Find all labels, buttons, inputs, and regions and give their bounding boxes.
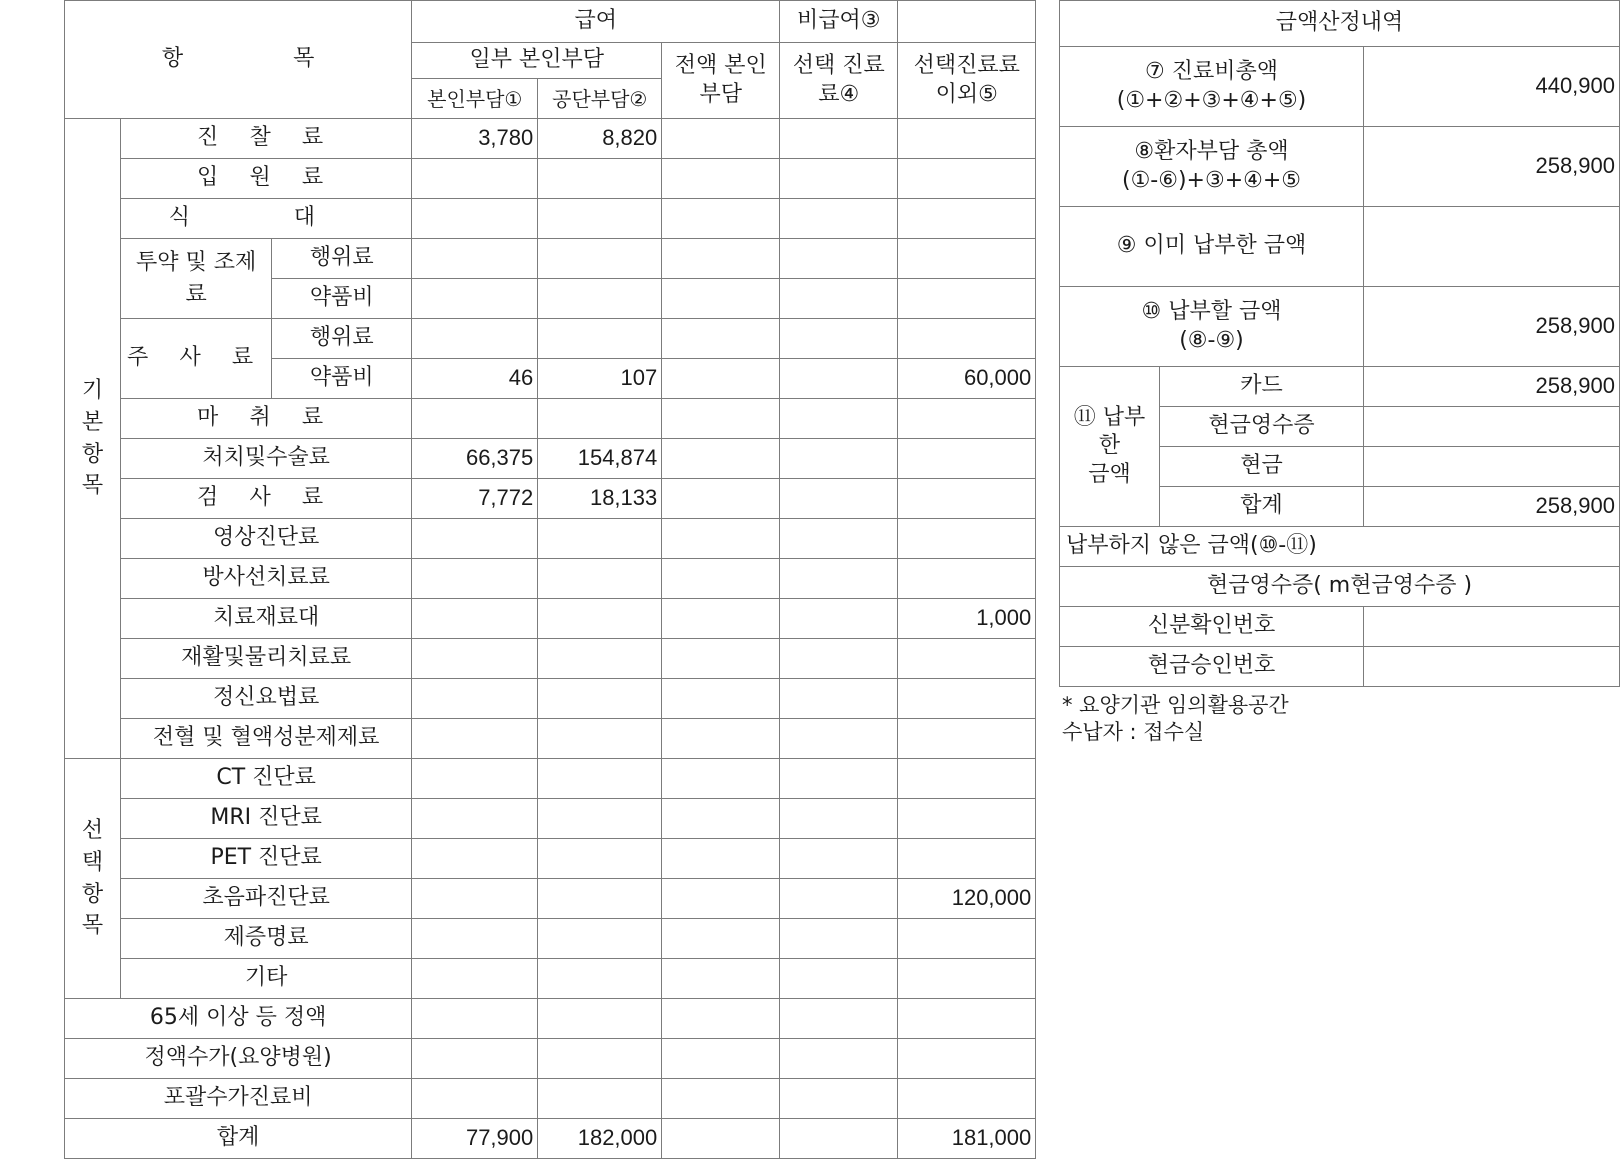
row-label: 포괄수가진료비 [65, 1079, 412, 1119]
note-line-2: 수납자 : 접수실 [1062, 720, 1205, 745]
total-other: 181,000 [898, 1119, 1036, 1159]
cell-public-pay: 107 [538, 359, 662, 399]
row-label: 전혈 및 혈액성분제제료 [121, 719, 412, 759]
cell-full [662, 839, 780, 879]
total-charge-label [1060, 47, 1364, 127]
item-header [65, 1, 412, 119]
total-public-pay: 182,000 [538, 1119, 662, 1159]
cash-label: 현금 [1160, 447, 1364, 487]
cell-full [662, 719, 780, 759]
cell-full [662, 119, 780, 159]
group-selective [65, 759, 121, 999]
cell-selective [780, 439, 898, 479]
cell-self-pay [412, 759, 538, 799]
row-label: CT 진단료 [121, 759, 412, 799]
cell-other [898, 1079, 1036, 1119]
blank-header [898, 1, 1036, 43]
total-full [662, 1119, 780, 1159]
cell-public-pay [538, 279, 662, 319]
amount-due-label-1: ⑩ 납부할 금액 [1141, 298, 1282, 324]
group-basic [65, 119, 121, 759]
cell-other [898, 519, 1036, 559]
cell-self-pay [412, 279, 538, 319]
cell-selective [780, 359, 898, 399]
cell-other [898, 919, 1036, 959]
cell-full [662, 479, 780, 519]
cell-public-pay [538, 1039, 662, 1079]
cell-full [662, 559, 780, 599]
cell-selective [780, 1039, 898, 1079]
total-selective [780, 1119, 898, 1159]
non-benefit-header: 비급여③ [780, 1, 898, 43]
already-paid-label: ⑨ 이미 납부한 금액 [1060, 207, 1364, 287]
cell-self-pay [412, 959, 538, 999]
item-header-right: 목 [293, 46, 315, 72]
paid-sum-value: 258,900 [1364, 487, 1620, 527]
cell-selective [780, 519, 898, 559]
cell-self-pay: 7,772 [412, 479, 538, 519]
notes-area [1062, 692, 1602, 747]
cell-public-pay [538, 879, 662, 919]
cell-self-pay [412, 719, 538, 759]
cell-other: 1,000 [898, 599, 1036, 639]
cell-selective [780, 399, 898, 439]
row-label: 입 원 료 [121, 159, 412, 199]
cell-selective [780, 1079, 898, 1119]
row-group-label: 투약 및 조제료 [121, 239, 272, 319]
paid-amount-group-line-2: 한 [1098, 433, 1121, 459]
cell-selective [780, 159, 898, 199]
cell-selective [780, 639, 898, 679]
row-label: MRI 진단료 [121, 799, 412, 839]
cell-public-pay [538, 239, 662, 279]
amount-due-label [1060, 287, 1364, 367]
cell-other [898, 959, 1036, 999]
cell-self-pay [412, 519, 538, 559]
note-line-1: * 요양기관 임의활용공간 [1062, 693, 1289, 717]
cell-self-pay [412, 999, 538, 1039]
cell-public-pay [538, 1079, 662, 1119]
public-pay-header: 공단부담② [538, 79, 662, 119]
cell-self-pay [412, 799, 538, 839]
cell-public-pay [538, 159, 662, 199]
cell-selective [780, 879, 898, 919]
cash-receipt-header: 현금영수증( m현금영수증 ) [1060, 567, 1620, 607]
total-self-pay: 77,900 [412, 1119, 538, 1159]
cell-public-pay [538, 759, 662, 799]
row-label: 정신요법료 [121, 679, 412, 719]
cell-self-pay [412, 319, 538, 359]
unpaid-amount-label: 납부하지 않은 금액(⑩-⑪) [1060, 527, 1620, 567]
cell-self-pay [412, 159, 538, 199]
cell-public-pay [538, 839, 662, 879]
cell-full [662, 759, 780, 799]
cell-self-pay: 3,780 [412, 119, 538, 159]
cell-selective [780, 919, 898, 959]
other-header: 선택진료료 이외⑤ [898, 43, 1036, 119]
cell-selective [780, 799, 898, 839]
self-pay-header: 본인부담① [412, 79, 538, 119]
patient-charge-label-1: ⑧환자부담 총액 [1134, 138, 1289, 164]
cell-other [898, 199, 1036, 239]
cell-public-pay: 8,820 [538, 119, 662, 159]
cell-other [898, 559, 1036, 599]
cell-other [898, 1039, 1036, 1079]
cell-self-pay: 66,375 [412, 439, 538, 479]
row-label: 진 찰 료 [121, 119, 412, 159]
row-label: 영상진단료 [121, 519, 412, 559]
cell-public-pay: 154,874 [538, 439, 662, 479]
paid-amount-group [1060, 367, 1160, 527]
cell-other [898, 679, 1036, 719]
cell-full [662, 519, 780, 559]
row-label: 초음파진단료 [121, 879, 412, 919]
cell-other [898, 119, 1036, 159]
paid-amount-group-line-1: ⑪ 납부 [1073, 404, 1146, 430]
cell-full [662, 919, 780, 959]
cell-self-pay [412, 639, 538, 679]
cell-selective [780, 759, 898, 799]
cell-public-pay [538, 559, 662, 599]
row-label: 제증명료 [121, 919, 412, 959]
cell-selective [780, 479, 898, 519]
patient-charge-label [1060, 127, 1364, 207]
row-label: 65세 이상 등 정액 [65, 999, 412, 1039]
cell-self-pay [412, 919, 538, 959]
cell-public-pay [538, 599, 662, 639]
cell-other: 120,000 [898, 879, 1036, 919]
row-label: 식 대 [121, 199, 412, 239]
cell-selective [780, 559, 898, 599]
cell-full [662, 599, 780, 639]
paid-sum-label: 합계 [1160, 487, 1364, 527]
cell-full [662, 1039, 780, 1079]
fee-breakdown-table [64, 0, 1036, 1159]
row-label: 기타 [121, 959, 412, 999]
cell-other [898, 479, 1036, 519]
cell-selective [780, 279, 898, 319]
row-label: 행위료 [272, 319, 412, 359]
cell-self-pay [412, 199, 538, 239]
cell-public-pay [538, 719, 662, 759]
cash-receipt-value [1364, 407, 1620, 447]
selective-header: 선택 진료료④ [780, 43, 898, 119]
item-header-left: 항 [161, 46, 184, 72]
cell-self-pay [412, 679, 538, 719]
cell-other [898, 439, 1036, 479]
patient-charge-label-2: (①-⑥)+③+④+⑤ [1121, 167, 1302, 193]
cell-public-pay [538, 799, 662, 839]
card-label: 카드 [1160, 367, 1364, 407]
row-group-label: 주 사 료 [121, 319, 272, 399]
cell-full [662, 999, 780, 1039]
full-header: 전액 본인부담 [662, 43, 780, 119]
cell-self-pay [412, 599, 538, 639]
paid-amount-group-line-3: 금액 [1088, 461, 1131, 487]
cell-self-pay [412, 1039, 538, 1079]
cell-other [898, 759, 1036, 799]
row-label: 방사선치료료 [121, 559, 412, 599]
cell-full [662, 639, 780, 679]
cell-selective [780, 319, 898, 359]
cell-selective [780, 599, 898, 639]
cell-selective [780, 119, 898, 159]
cell-self-pay [412, 839, 538, 879]
amount-calculation-table [1059, 0, 1620, 687]
cell-selective [780, 839, 898, 879]
cell-self-pay: 46 [412, 359, 538, 399]
cell-other [898, 799, 1036, 839]
partial-header: 일부 본인부담 [412, 43, 662, 79]
cell-other: 60,000 [898, 359, 1036, 399]
cell-other [898, 319, 1036, 359]
cell-selective [780, 719, 898, 759]
cell-full [662, 359, 780, 399]
cell-full [662, 159, 780, 199]
cell-other [898, 239, 1036, 279]
id-number-value [1364, 607, 1620, 647]
cell-public-pay [538, 639, 662, 679]
total-charge-label-1: ⑦ 진료비총액 [1145, 58, 1278, 84]
cell-full [662, 239, 780, 279]
cell-full [662, 319, 780, 359]
row-label: 약품비 [272, 279, 412, 319]
cell-other [898, 999, 1036, 1039]
cell-self-pay [412, 239, 538, 279]
id-number-label: 신분확인번호 [1060, 607, 1364, 647]
cell-public-pay [538, 959, 662, 999]
cell-full [662, 879, 780, 919]
cell-public-pay: 18,133 [538, 479, 662, 519]
cell-public-pay [538, 399, 662, 439]
cell-self-pay [412, 559, 538, 599]
cell-selective [780, 679, 898, 719]
row-label: 정액수가(요양병원) [65, 1039, 412, 1079]
cell-other [898, 639, 1036, 679]
cell-other [898, 159, 1036, 199]
cell-other [898, 399, 1036, 439]
cell-public-pay [538, 999, 662, 1039]
cell-other [898, 279, 1036, 319]
cell-full [662, 679, 780, 719]
cell-self-pay [412, 399, 538, 439]
cell-full [662, 1079, 780, 1119]
cell-selective [780, 959, 898, 999]
cell-selective [780, 239, 898, 279]
row-label: PET 진단료 [121, 839, 412, 879]
cell-public-pay [538, 519, 662, 559]
group-selective-label: 선택항목 [81, 817, 104, 939]
cell-full [662, 799, 780, 839]
benefit-header: 급여 [412, 1, 780, 43]
row-label: 처치및수술료 [121, 439, 412, 479]
row-label: 재활및물리치료료 [121, 639, 412, 679]
total-row-label: 합계 [65, 1119, 412, 1159]
cell-other [898, 839, 1036, 879]
cell-self-pay [412, 1079, 538, 1119]
total-charge-value: 440,900 [1364, 47, 1620, 127]
cell-public-pay [538, 919, 662, 959]
already-paid-value [1364, 207, 1620, 287]
calc-header: 금액산정내역 [1060, 1, 1620, 47]
approval-number-label: 현금승인번호 [1060, 647, 1364, 687]
row-label: 치료재료대 [121, 599, 412, 639]
cell-public-pay [538, 679, 662, 719]
row-label: 약품비 [272, 359, 412, 399]
row-label: 검 사 료 [121, 479, 412, 519]
group-basic-label: 기본항목 [81, 377, 104, 499]
approval-number-value [1364, 647, 1620, 687]
cell-public-pay [538, 199, 662, 239]
cash-value [1364, 447, 1620, 487]
cell-full [662, 959, 780, 999]
cash-receipt-label: 현금영수증 [1160, 407, 1364, 447]
cell-full [662, 439, 780, 479]
amount-due-label-2: (⑧-⑨) [1179, 327, 1244, 353]
total-charge-label-2: (①+②+③+④+⑤) [1116, 87, 1307, 113]
amount-due-value: 258,900 [1364, 287, 1620, 367]
row-label: 마 취 료 [121, 399, 412, 439]
cell-selective [780, 999, 898, 1039]
cell-full [662, 399, 780, 439]
patient-charge-value: 258,900 [1364, 127, 1620, 207]
row-label: 행위료 [272, 239, 412, 279]
cell-public-pay [538, 319, 662, 359]
cell-selective [780, 199, 898, 239]
cell-other [898, 719, 1036, 759]
cell-full [662, 279, 780, 319]
cell-self-pay [412, 879, 538, 919]
card-value: 258,900 [1364, 367, 1620, 407]
cell-full [662, 199, 780, 239]
